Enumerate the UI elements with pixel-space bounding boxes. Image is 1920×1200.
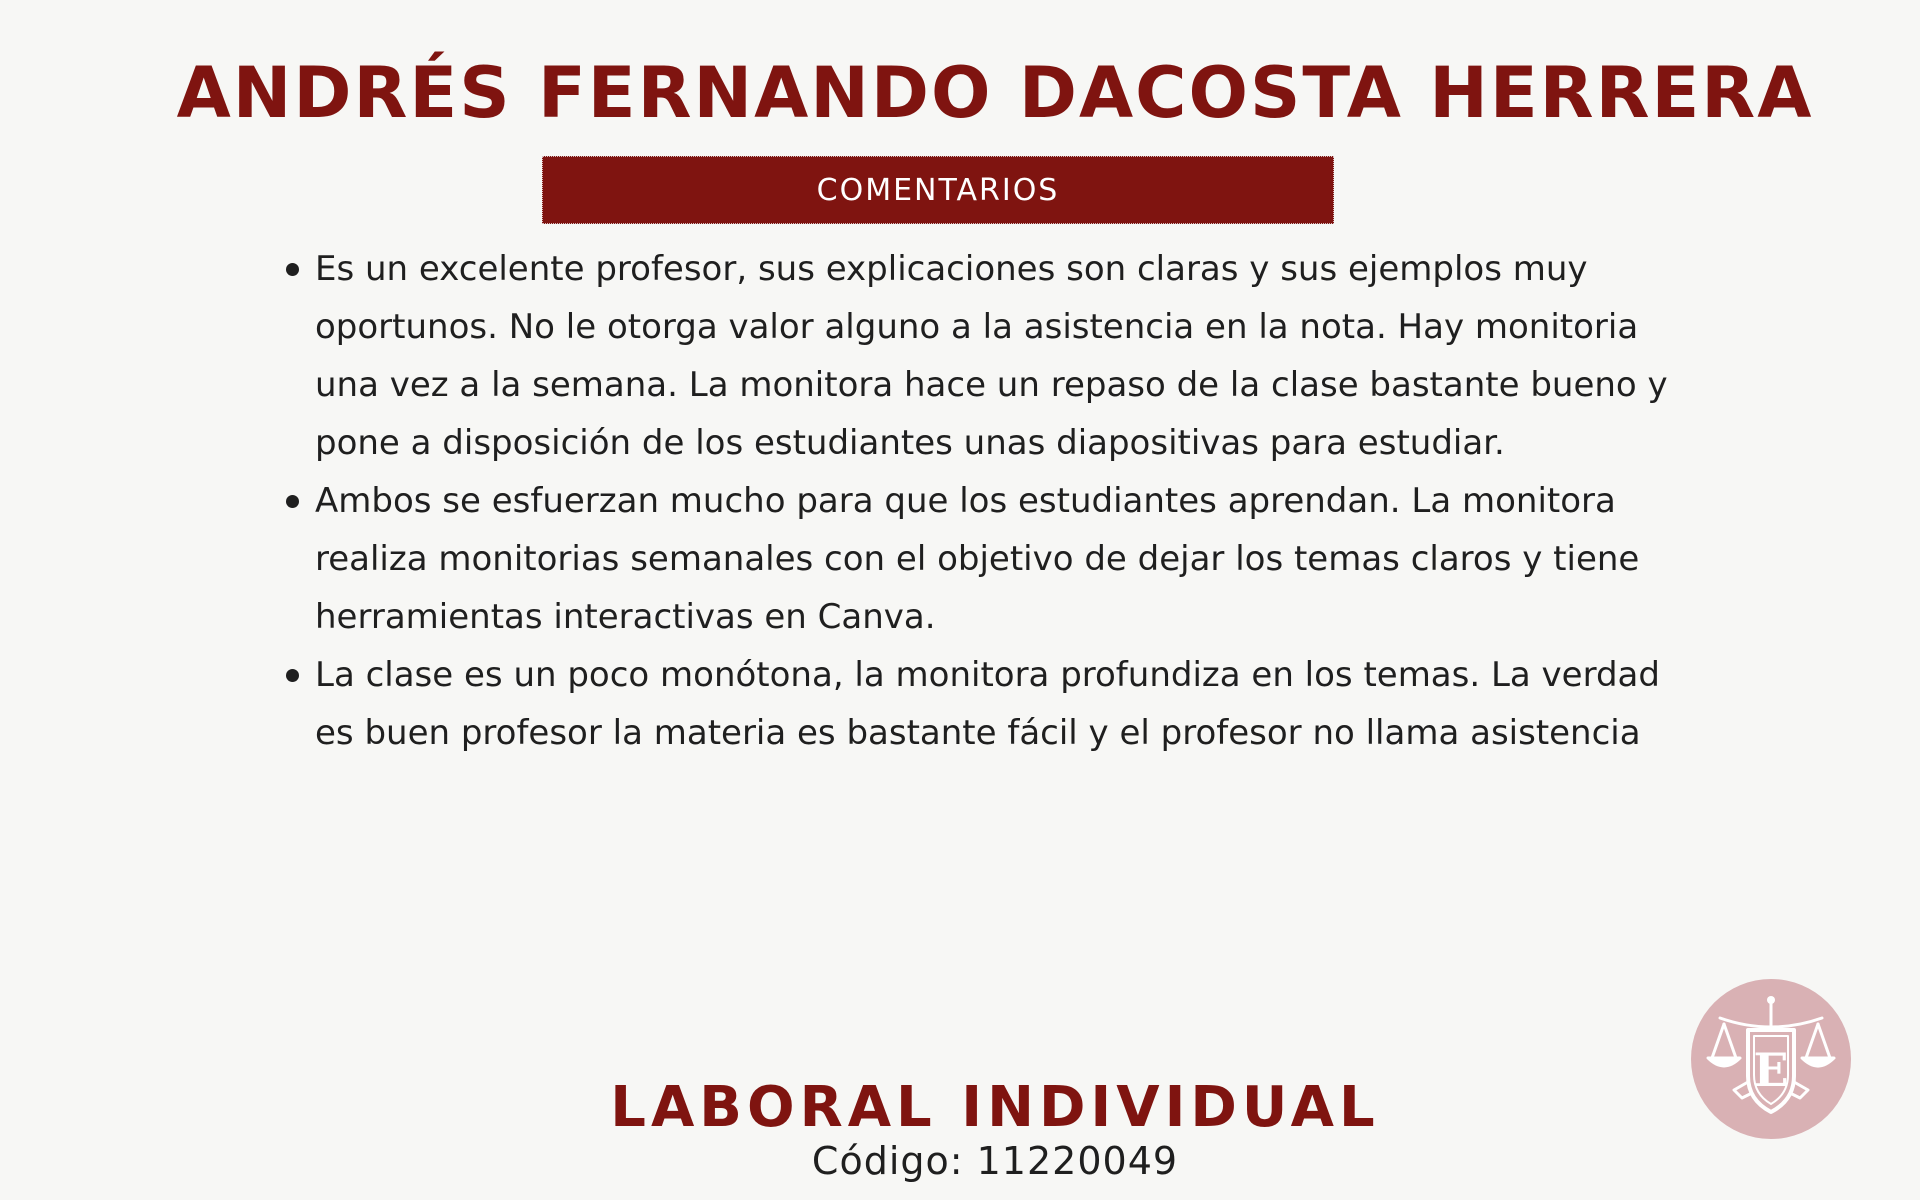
comment-text: Es un excelente profesor, sus explicaciones son claras y sus ejemplos muy oportunos. No le otorga valor alguno a la asistencia en la nota. Hay monitoria una vez a la semana. La monitora hace un repaso de la clase bastante bueno y pone a disposición de los estudiantes unas diapositivas para estudiar. [315,249,1668,463]
comment-item [280,472,1680,646]
comment-item [280,646,1680,762]
course-name: LABORAL INDIVIDUAL [610,1075,1380,1140]
seal-letter: E [1753,1043,1789,1097]
comments-banner-label: COMENTARIOS [816,172,1060,208]
bullet-icon [286,495,299,508]
professor-name: ANDRÉS FERNANDO DACOSTA HERRERA [176,52,1814,134]
bullet-icon [286,263,299,276]
comment-text: Ambos se esfuerzan mucho para que los estudiantes aprendan. La monitora realiza monitorias semanales con el objetivo de dejar los temas claros y tiene herramientas interactivas en Canva. [315,481,1640,637]
scales-of-justice-seal-icon [1690,978,1852,1140]
bullet-icon [286,669,299,682]
comment-item [280,240,1680,472]
comment-text: La clase es un poco monótona, la monitora profundiza en los temas. La verdad es buen profesor la materia es bastante fácil y el profesor no llama asistencia [315,655,1660,753]
comments-banner [542,156,1334,224]
comments-list [280,240,1680,762]
course-code: Código: 11220049 [811,1139,1179,1183]
